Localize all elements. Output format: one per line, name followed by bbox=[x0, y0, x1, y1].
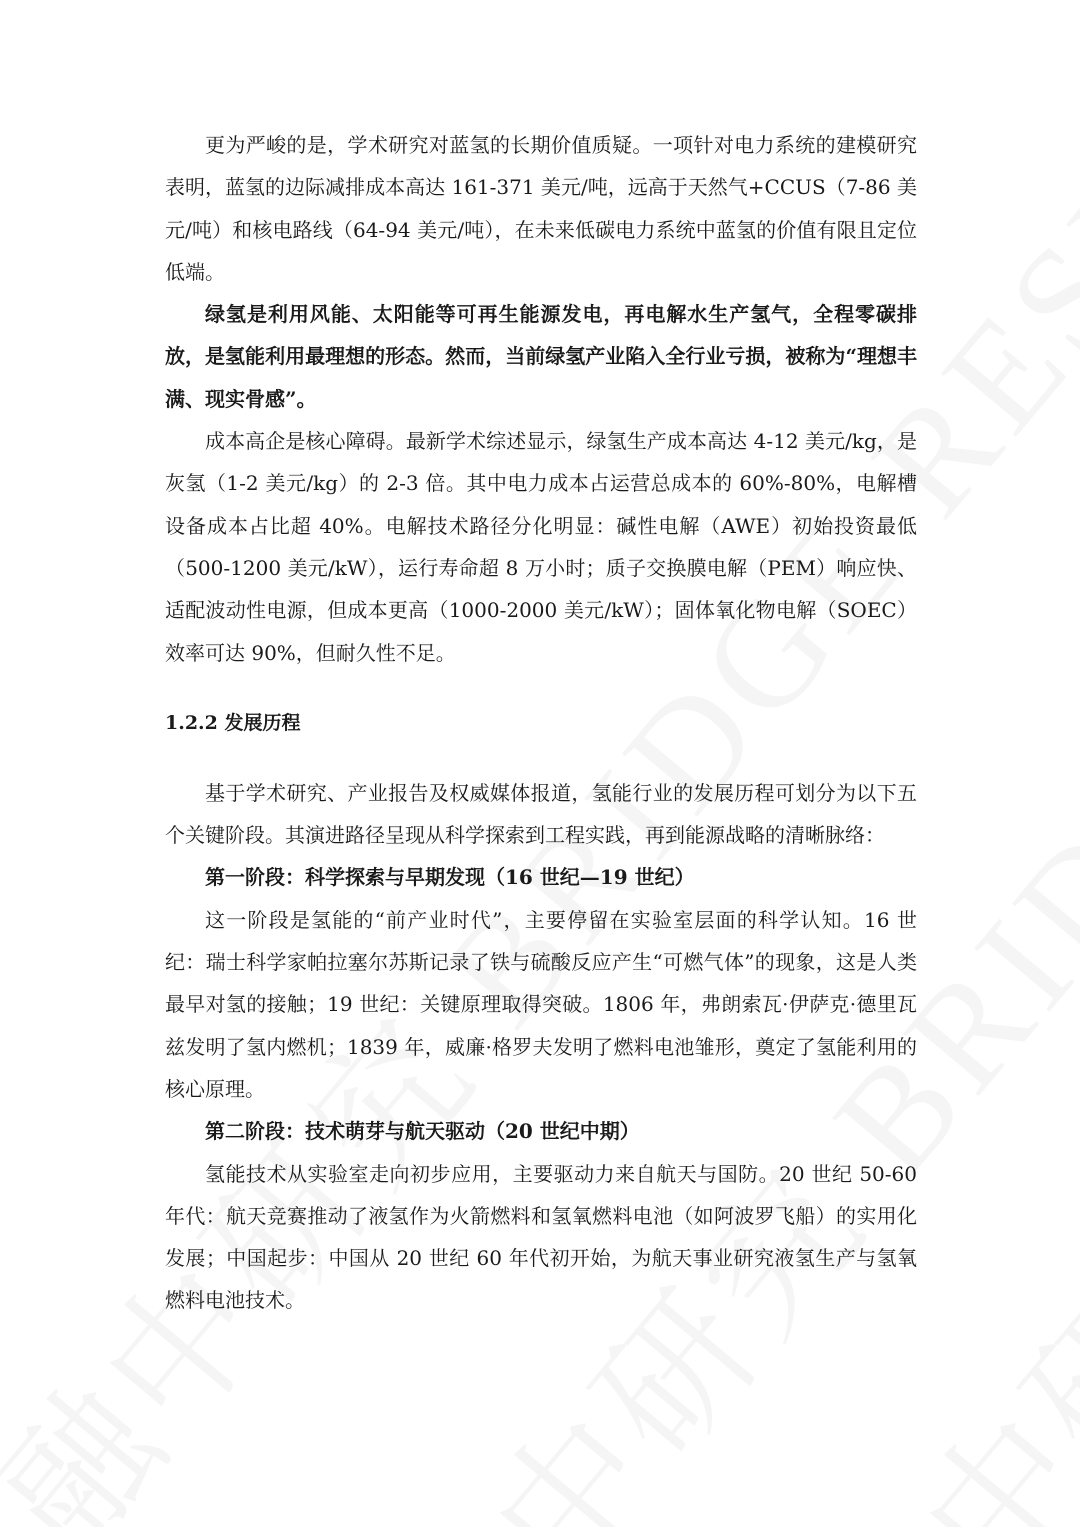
paragraph-stage-2: 氢能技术从实验室走向初步应用，主要驱动力来自航天与国防。20 世纪 50-60 年代：航天竞赛推动了液氢作为火箭燃料和氢氧燃料电池（如阿波罗飞船）的实用化发展；中国起步：中国从 20 世纪 60 年代初开始，为航天事业研究液氢生产与氢氧燃料电池技术。 bbox=[165, 1161, 917, 1313]
document-body bbox=[165, 124, 917, 1322]
paragraph-blue-hydrogen-value: 更为严峻的是，学术研究对蓝氢的长期价值质疑。一项针对电力系统的建模研究表明，蓝氢的边际减排成本高达 161-371 美元/吨，远高于天然气+CCUS（7-86 美元/吨）和核电路线（64-94 美元/吨），在未来低碳电力系统中蓝氢的价值有限且定位低端。 bbox=[165, 133, 917, 284]
paragraph-history-intro: 基于学术研究、产业报告及权威媒体报道，氢能行业的发展历程可划分为以下五个关键阶段。其演进路径呈现从科学探索到工程实践，再到能源战略的清晰脉络： bbox=[165, 780, 917, 848]
paragraph-stage-1: 这一阶段是氢能的“前产业时代”，主要停留在实验室层面的科学认知。16 世纪：瑞士科学家帕拉塞尔苏斯记录了铁与硫酸反应产生“可燃气体”的现象，这是人类最早对氢的接触；19 世纪：关键原理取得突破。1806 年，弗朗索瓦·伊萨克·德里瓦兹发明了氢内燃机；1839 年，威廉·格罗夫发明了燃料电池雏形，奠定了氢能利用的核心原理。 bbox=[165, 907, 917, 1101]
stage-1-title: 第一阶段：科学探索与早期发现（16 世纪—19 世纪） bbox=[205, 865, 695, 890]
paragraph-green-hydrogen-intro: 绿氢是利用风能、太阳能等可再生能源发电，再电解水生产氢气，全程零碳排放，是氢能利用最理想的形态。然而，当前绿氢产业陷入全行业亏损，被称为“理想丰满、现实骨感”。 bbox=[165, 302, 917, 411]
paragraph-green-hydrogen-cost: 成本高企是核心障碍。最新学术综述显示，绿氢生产成本高达 4-12 美元/kg，是灰氢（1-2 美元/kg）的 2-3 倍。其中电力成本占运营总成本的 60%-80%，电解槽设备成本占比超 40%。电解技术路径分化明显：碱性电解（AWE）初始投资最低（500-1200 美元/kW），运行寿命超 8 万小时；质子交换膜电解（PEM）响应快、适配波动性电源，但成本更高（1000-2000 美元/kW）；固体氧化物电解（SOEC）效率可达 90%，但耐久性不足。 bbox=[165, 429, 917, 665]
stage-2-title: 第二阶段：技术萌芽与航天驱动（20 世纪中期） bbox=[205, 1119, 640, 1144]
section-heading: 1.2.2 发展历程 bbox=[165, 711, 301, 734]
